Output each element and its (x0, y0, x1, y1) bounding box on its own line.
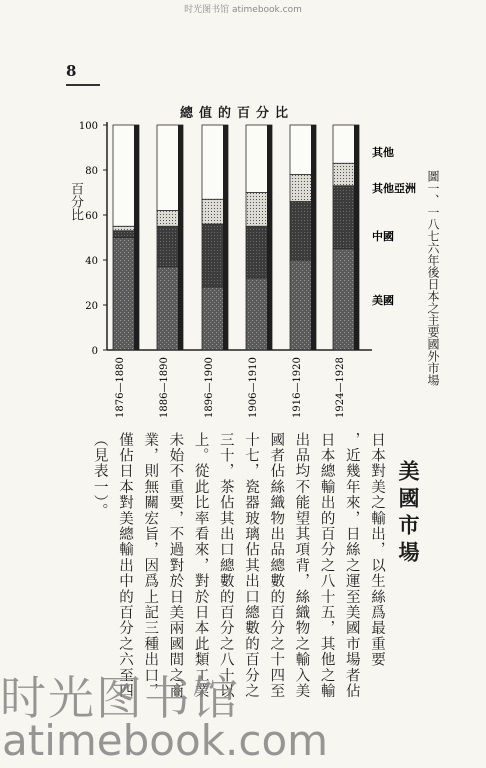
x-tick-label: 1876—1880 (115, 357, 126, 418)
x-tick-label: 1896—1900 (204, 357, 215, 418)
y-tick-label: 100 (78, 121, 98, 132)
x-tick-label: 1924—1928 (335, 357, 346, 418)
category-labels (115, 357, 346, 418)
text-column: 日本對美之輸出，以生絲爲最重要 (369, 432, 385, 668)
legend-label: 美國 (372, 294, 394, 307)
text-column: 日本總輸出的百分之八十五，其他之輸 (318, 432, 335, 699)
text-column: ，近幾年來，日絲之運至美國市場者佔 (343, 432, 360, 699)
text-column: 三十，茶佔其出口總數的百分之八十以 (217, 432, 234, 699)
text-column: 僅佔日本對美總輸出中的百分之六至四 (117, 432, 133, 699)
text-column: 上。從此比率看來，對於日本此類工業 (192, 432, 209, 699)
bar-shadow (134, 125, 139, 350)
bar-shadow (267, 125, 272, 350)
bar-shadow (311, 125, 316, 350)
bar-shadow (178, 125, 183, 350)
legend-label: 其他亞洲 (372, 182, 416, 195)
section-title: 美國市場 (396, 460, 421, 568)
legend-label: 其他 (372, 146, 394, 159)
x-tick-label: 1916—1920 (292, 357, 303, 418)
legend-label: 中國 (372, 230, 394, 243)
bar-shadow (354, 125, 359, 350)
site-header: 时光图书馆 atimebook.com (184, 5, 302, 15)
text-column: （見表一）。 (91, 432, 108, 519)
text-column: 未始不重要，不過對於日美兩國間之商 (167, 432, 184, 699)
y-axis-label: 百分比 (68, 182, 83, 221)
y-tick-label: 40 (85, 256, 98, 267)
y-tick-label: 0 (91, 346, 98, 357)
figure-caption: 圖一、一八七六年後日本之主要國外市場 (426, 170, 440, 386)
page-number: 8 (66, 62, 77, 80)
y-tick-label: 80 (85, 166, 98, 177)
bar-shadow (223, 125, 228, 350)
chart-title: 總值的百分比 (180, 106, 295, 121)
text-column: 業，則無關宏旨，因爲上記三種出口， (142, 432, 159, 699)
x-tick-label: 1886—1890 (159, 357, 170, 418)
text-column: 十七，瓷器玻璃佔其出口總數的百分之 (243, 432, 259, 699)
text-column: 國者佔絲織物出品總數的百分之十四至 (268, 432, 285, 699)
y-tick-label: 60 (85, 211, 98, 222)
text-column: 出品均不能望其項背，絲織物之輸入美 (293, 432, 310, 699)
watermark-url: atimebook.com (2, 716, 329, 765)
y-tick-label: 20 (85, 301, 98, 312)
legend (372, 145, 416, 307)
bars-group (113, 125, 359, 350)
x-tick-label: 1906—1910 (248, 357, 259, 418)
watermark-title: 时光图书馆 (0, 671, 240, 725)
